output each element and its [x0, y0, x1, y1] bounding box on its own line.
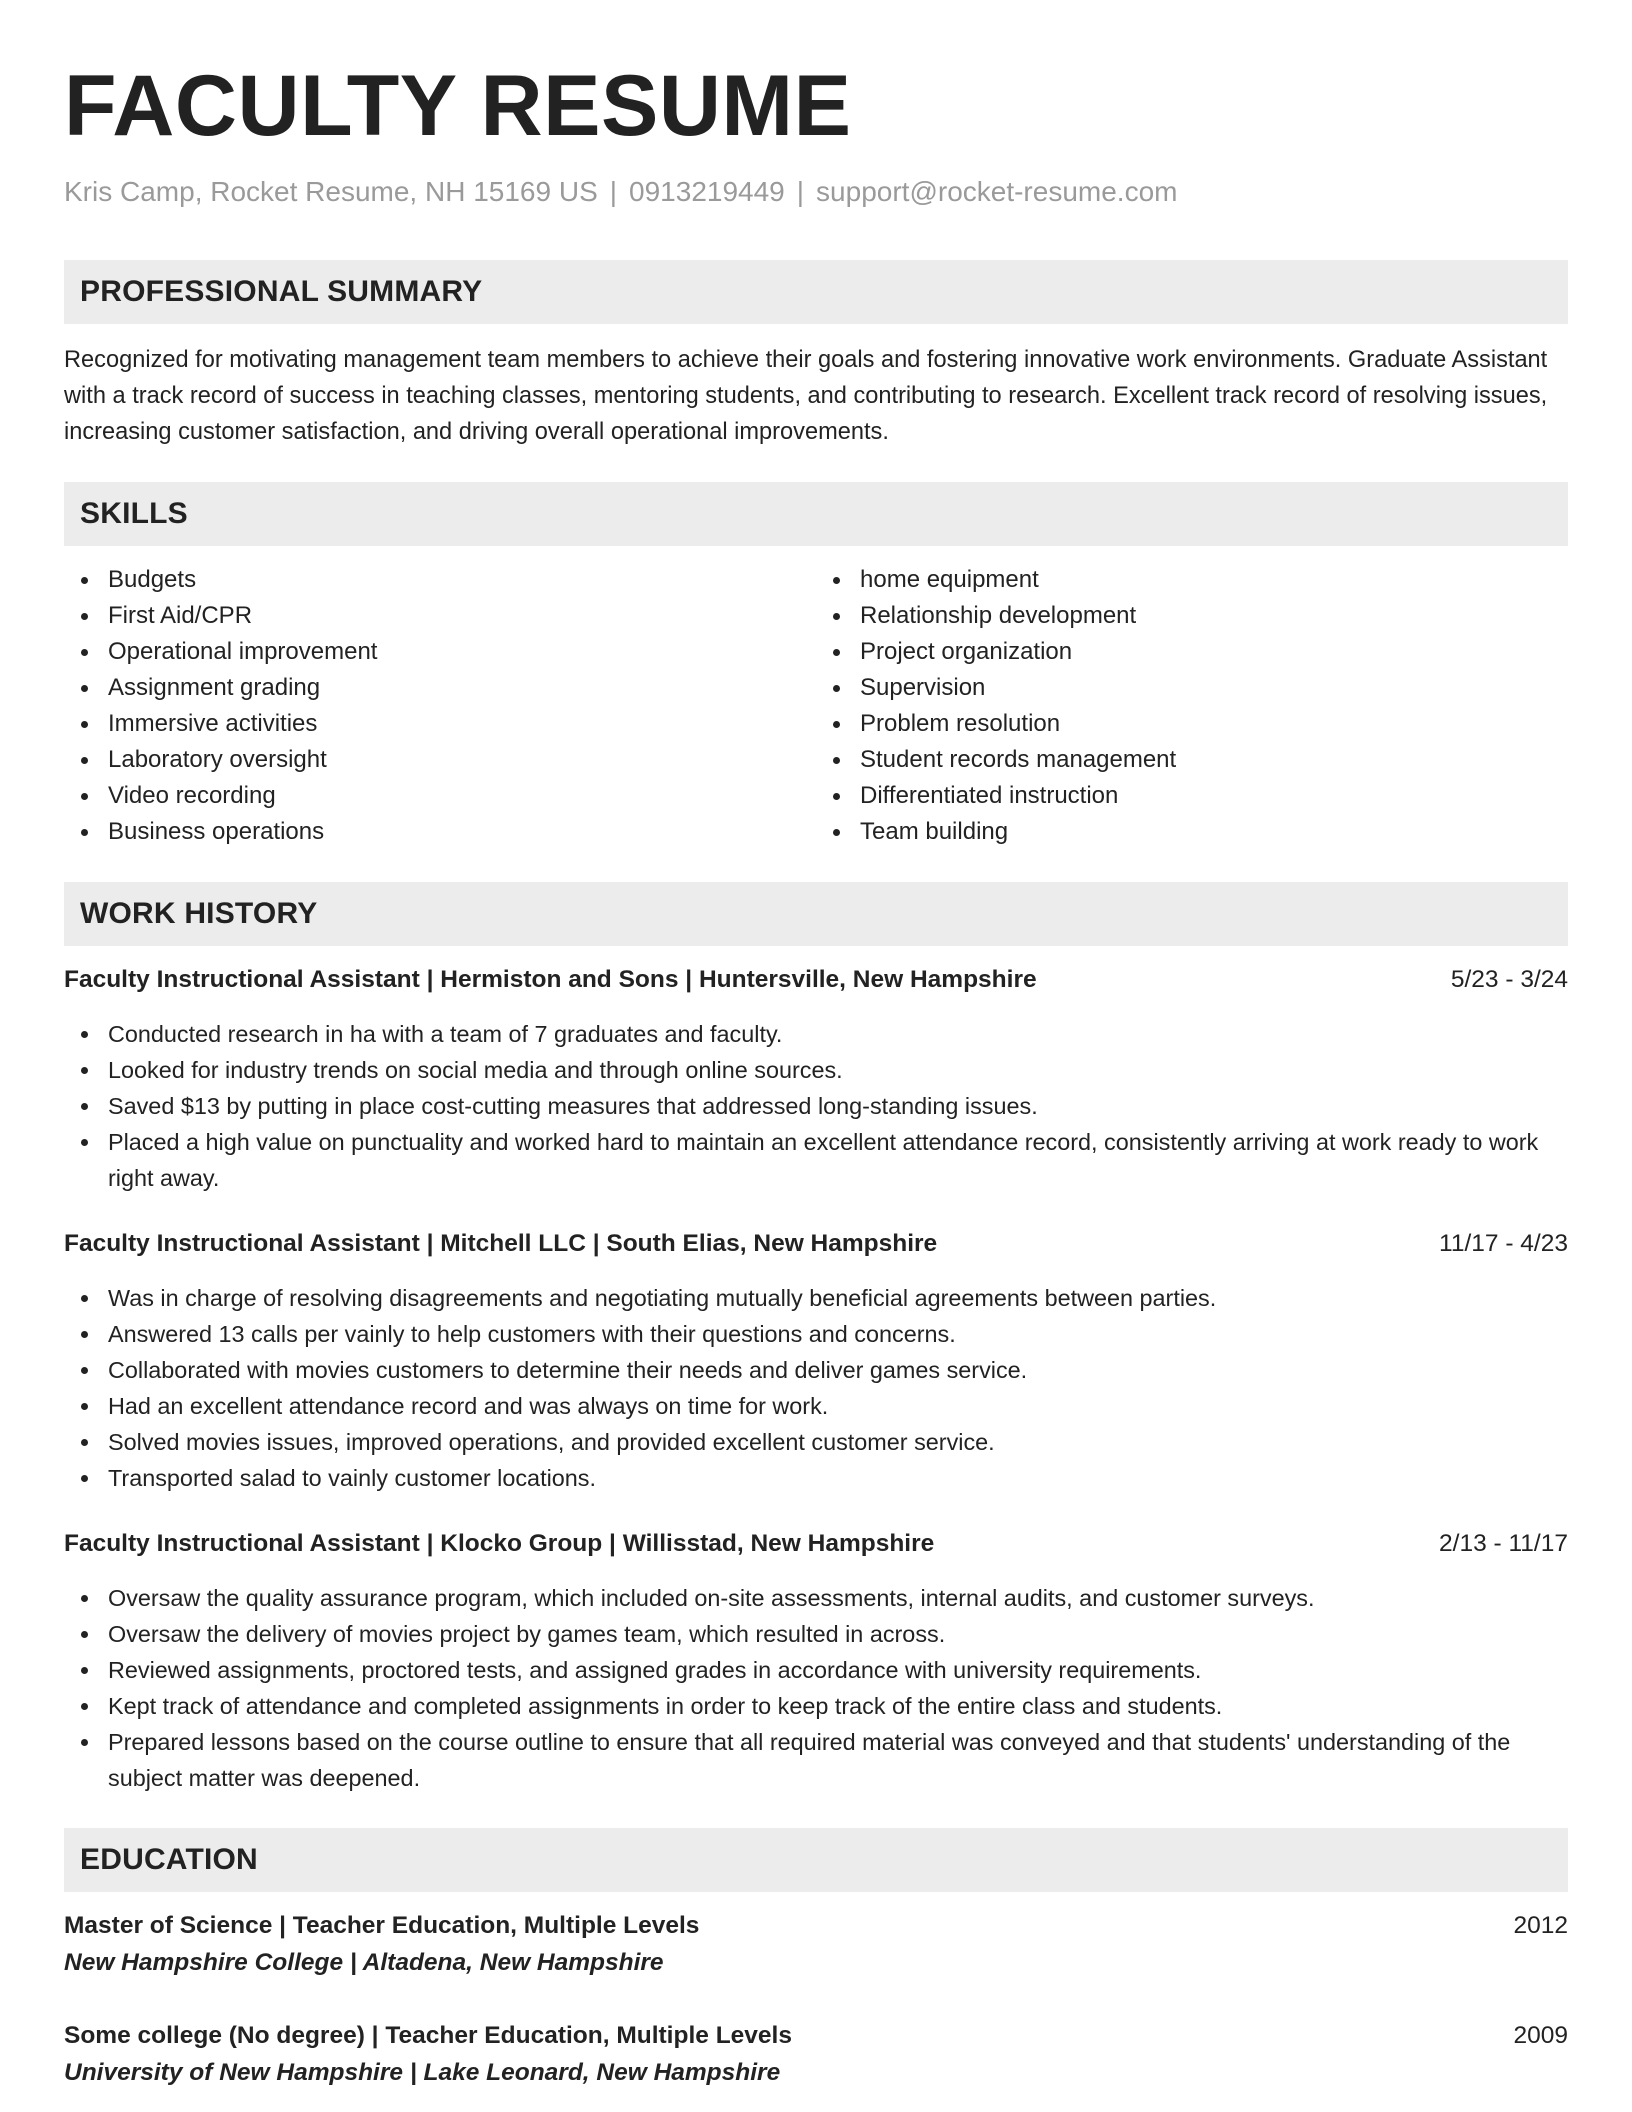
job-bullet: Collaborated with movies customers to determine their needs and deliver games service. — [64, 1352, 1568, 1388]
summary-text: Recognized for motivating management team members to achieve their goals and fostering innovative work environments. Graduate Assistant with a track record of success in teaching classes, mentoring students, and contributing to research. Excellent track record of resolving issues, increasing customer satisfaction, and driving overall operational improvements. — [64, 347, 1548, 445]
job-entry — [64, 962, 1568, 1196]
job-bullet: Reviewed assignments, proctored tests, and assigned grades in accordance with university requirements. — [64, 1652, 1568, 1688]
contact-separator: | — [609, 176, 618, 207]
education-entry — [64, 2018, 1568, 2092]
contact-line — [64, 174, 1568, 210]
contact-phone: 0913219449 — [629, 176, 785, 207]
job-bullets — [64, 1580, 1568, 1796]
job-bullet: Oversaw the delivery of movies project by games team, which resulted in across. — [64, 1616, 1568, 1652]
skill-item: Assignment grading — [64, 670, 816, 706]
job-bullets — [64, 1280, 1568, 1496]
skill-item: First Aid/CPR — [64, 598, 816, 634]
job-bullet: Transported salad to vainly customer locations. — [64, 1460, 1568, 1496]
education-year: 2012 — [1513, 1912, 1568, 1939]
job-bullet: Prepared lessons based on the course outline to ensure that all required material was conveyed and that students' understanding of the subject matter was deepened. — [64, 1724, 1568, 1796]
job-bullet: Had an excellent attendance record and was always on time for work. — [64, 1388, 1568, 1424]
education-heading — [64, 2018, 1568, 2054]
skill-item: Business operations — [64, 814, 816, 850]
skills-column-left — [64, 562, 816, 850]
job-entry — [64, 1226, 1568, 1496]
job-bullet: Solved movies issues, improved operations, and provided excellent customer service. — [64, 1424, 1568, 1460]
education-school: University of New Hampshire | Lake Leonard, New Hampshire — [64, 2059, 781, 2086]
skill-item: Student records management — [816, 742, 1568, 778]
job-bullets — [64, 1016, 1568, 1196]
contact-separator: | — [796, 176, 805, 207]
job-bullet: Oversaw the quality assurance program, which included on-site assessments, internal audits, and customer surveys. — [64, 1580, 1568, 1616]
education-entry — [64, 1908, 1568, 1982]
job-title: Faculty Instructional Assistant | Hermiston and Sons | Huntersville, New Hampshire — [64, 966, 1037, 993]
skill-item: Relationship development — [816, 598, 1568, 634]
job-dates: 2/13 - 11/17 — [1439, 1530, 1568, 1557]
job-bullet: Saved $13 by putting in place cost-cutting measures that addressed long-standing issues. — [64, 1088, 1568, 1124]
job-bullet: Conducted research in ha with a team of 7 graduates and faculty. — [64, 1016, 1568, 1052]
job-heading — [64, 1226, 1568, 1262]
job-heading — [64, 962, 1568, 998]
education-year: 2009 — [1513, 2022, 1568, 2049]
job-bullet: Was in charge of resolving disagreements and negotiating mutually beneficial agreements between parties. — [64, 1280, 1568, 1316]
skill-item: Laboratory oversight — [64, 742, 816, 778]
section-header-work-history: WORK HISTORY — [64, 882, 1568, 946]
education-degree: Master of Science | Teacher Education, Multiple Levels — [64, 1912, 700, 1939]
job-title: Faculty Instructional Assistant | Mitchell LLC | South Elias, New Hampshire — [64, 1230, 938, 1257]
skill-item: Budgets — [64, 562, 816, 598]
education-degree: Some college (No degree) | Teacher Education, Multiple Levels — [64, 2022, 792, 2049]
skill-item: Immersive activities — [64, 706, 816, 742]
section-header-education: EDUCATION — [64, 1828, 1568, 1892]
skill-item: Operational improvement — [64, 634, 816, 670]
skill-item: Team building — [816, 814, 1568, 850]
education-heading — [64, 1908, 1568, 1944]
skill-item: home equipment — [816, 562, 1568, 598]
job-dates: 5/23 - 3/24 — [1450, 966, 1568, 993]
job-bullet: Kept track of attendance and completed assignments in order to keep track of the entire class and students. — [64, 1688, 1568, 1724]
section-header-summary: PROFESSIONAL SUMMARY — [64, 260, 1568, 324]
job-heading — [64, 1526, 1568, 1562]
skill-item: Problem resolution — [816, 706, 1568, 742]
job-bullet: Answered 13 calls per vainly to help customers with their questions and concerns. — [64, 1316, 1568, 1352]
contact-email: support@rocket-resume.com — [816, 176, 1178, 207]
skill-item: Video recording — [64, 778, 816, 814]
skill-item: Differentiated instruction — [816, 778, 1568, 814]
skills-list — [64, 562, 1568, 850]
resume-title: FACULTY RESUME — [64, 58, 852, 154]
job-entry — [64, 1526, 1568, 1796]
job-dates: 11/17 - 4/23 — [1439, 1230, 1568, 1257]
skill-item: Supervision — [816, 670, 1568, 706]
contact-address: Kris Camp, Rocket Resume, NH 15169 US — [64, 176, 598, 207]
section-header-skills: SKILLS — [64, 482, 1568, 546]
skill-item: Project organization — [816, 634, 1568, 670]
skills-column-right — [816, 562, 1568, 850]
job-bullet: Looked for industry trends on social media and through online sources. — [64, 1052, 1568, 1088]
education-school: New Hampshire College | Altadena, New Hampshire — [64, 1949, 664, 1976]
job-title: Faculty Instructional Assistant | Klocko Group | Willisstad, New Hampshire — [64, 1530, 935, 1557]
job-bullet: Placed a high value on punctuality and worked hard to maintain an excellent attendance record, consistently arriving at work ready to work right away. — [64, 1124, 1568, 1196]
